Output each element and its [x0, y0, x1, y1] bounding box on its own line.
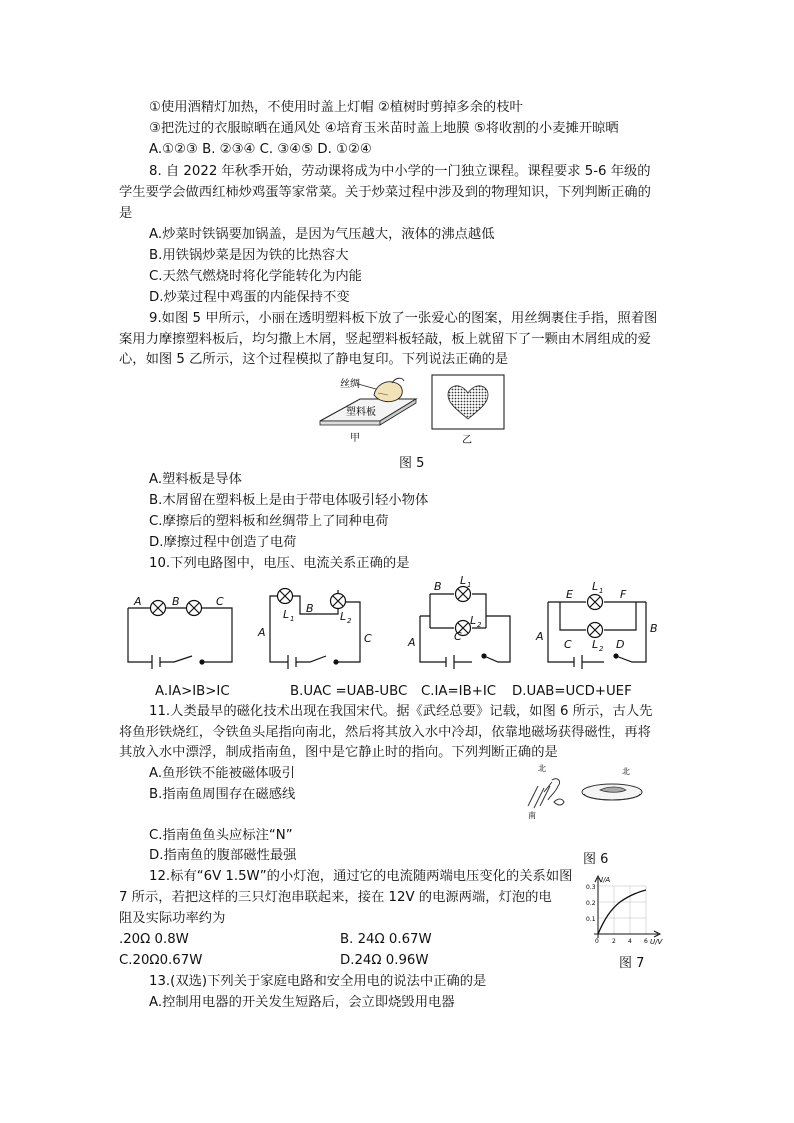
- svg-text:C: C: [364, 632, 372, 645]
- figure-6-north-label-right: 北: [622, 767, 630, 776]
- svg-text:L: L: [592, 638, 599, 651]
- circuit-a: [128, 601, 232, 670]
- figure-5-caption: 图 5: [399, 456, 425, 471]
- q8-option-c: C.天然气燃烧时将化学能转化为内能: [149, 269, 362, 284]
- figure-7-ytick: 0.3: [586, 884, 596, 891]
- q12-option-a: .20Ω 0.8W: [119, 932, 189, 947]
- svg-text:F: F: [620, 588, 627, 601]
- svg-text:A: A: [134, 595, 142, 608]
- q11-stem-line-2: 将鱼形铁烧红，令铁鱼头尾指向南北，然后将其放入水中冷却，依靠地磁场获得磁性，再将: [119, 725, 651, 740]
- figure-6-south-pointing-fish: [508, 762, 648, 820]
- q12-stem-line-3: 阻及实际功率约为: [119, 911, 226, 926]
- q9-stem-line-1: 9.如图 5 甲所示，小丽在透明塑料板下放了一张爱心的图案，用丝绸裹住手指，照着图: [149, 311, 658, 326]
- figure-5-label-yi: 乙: [462, 435, 472, 446]
- q8-option-d: D.炒菜过程中鸡蛋的内能保持不变: [149, 290, 350, 305]
- svg-text:L: L: [470, 614, 477, 627]
- svg-text:L: L: [460, 576, 467, 587]
- figure-7-xtick: 4: [628, 938, 632, 945]
- svg-text:1: 1: [599, 587, 604, 595]
- svg-text:B: B: [306, 602, 314, 615]
- figure-6-caption: 图 6: [583, 852, 609, 867]
- q12-option-b: B. 24Ω 0.67W: [340, 932, 432, 947]
- circuit-d: [548, 595, 646, 670]
- figure-6-north-label-left: 北: [538, 764, 546, 773]
- svg-text:L: L: [340, 610, 347, 623]
- q7-options: A.①②③ B. ②③④ C. ③④⑤ D. ①②④: [149, 142, 372, 157]
- q10-option-a: A.IA>IB>IC: [155, 684, 230, 699]
- figure-7-ytick: 0.1: [586, 916, 596, 923]
- q12-stem-line-2: 7 所示，若把这样的三只灯泡串联起来，接在 12V 的电源两端，灯泡的电: [119, 890, 552, 905]
- figure-7-ylabel: I/A: [601, 876, 611, 884]
- svg-text:B: B: [650, 622, 658, 635]
- q12-stem-line-1: 12.标有“6V 1.5W”的小灯泡，通过它的电流随两端电压变化的关系如图: [149, 869, 573, 884]
- q9-option-c: C.摩擦后的塑料板和丝绸带上了同种电荷: [149, 514, 389, 529]
- q13-stem: 13.(双选)下列关于家庭电路和安全用电的说法中正确的是: [149, 974, 487, 989]
- q9-stem-line-3: 心，如图 5 乙所示，这个过程模拟了静电复印。下列说法正确的是: [119, 352, 509, 367]
- svg-text:B: B: [172, 595, 180, 608]
- q13-option-a: A.控制用电器的开关发生短路后，会立即烧毁用电器: [149, 995, 455, 1010]
- q8-stem-line-3: 是: [119, 206, 133, 221]
- q9-stem-line-2: 案用力摩擦塑料板后，均匀撒上木屑，竖起塑料板轻敲，板上就留下了一颗由木屑组成的爱: [119, 332, 651, 347]
- svg-text:1: 1: [290, 615, 295, 623]
- q9-option-b: B.木屑留在塑料板上是由于带电体吸引轻小物体: [149, 493, 429, 508]
- q10-option-b: B.UAC =UAB-UBC: [290, 684, 408, 699]
- svg-text:C: C: [216, 595, 224, 608]
- svg-text:C: C: [454, 630, 462, 643]
- svg-text:L: L: [592, 580, 599, 593]
- figure-7-curve: [598, 890, 646, 934]
- figure-7-xtick: 0: [595, 938, 599, 945]
- svg-text:2: 2: [599, 645, 604, 653]
- figure-6-south-label: 南: [528, 811, 536, 820]
- svg-text:2: 2: [477, 621, 482, 629]
- svg-text:A: A: [258, 626, 266, 639]
- q8-stem-line-2: 学生要学会做西红柿炒鸡蛋等家常菜。关于炒菜过程中涉及到的物理知识，下列判断正确的: [119, 185, 651, 200]
- q7-statement-line-2: ③把洗过的衣服晾晒在通风处 ④培育玉米苗时盖上地膜 ⑤将收割的小麦摊开晾晒: [149, 121, 619, 136]
- svg-text:A: A: [536, 630, 544, 643]
- svg-text:L: L: [283, 608, 290, 621]
- figure-7-ytick: 0.2: [586, 900, 596, 907]
- q8-option-a: A.炒菜时铁锅要加锅盖，是因为气压越大，液体的沸点越低: [149, 227, 495, 242]
- figure-7-xlabel: U/V: [650, 938, 663, 946]
- figure-5-label-silk: 丝绸: [340, 379, 360, 390]
- svg-text:C: C: [564, 638, 572, 651]
- svg-text:D: D: [616, 638, 625, 651]
- figure-5-label-jia: 甲: [350, 433, 360, 444]
- svg-text:E: E: [566, 588, 573, 601]
- figure-5-label-board: 塑料板: [346, 407, 376, 418]
- q10-stem: 10.下列电路图中，电压、电流关系正确的是: [149, 556, 410, 571]
- figure-7-iu-graph: [586, 872, 670, 948]
- q11-option-b: B.指南鱼周围存在磁感线: [149, 787, 296, 802]
- q12-option-d: D.24Ω 0.96W: [340, 953, 429, 968]
- q8-option-b: B.用铁锅炒菜是因为铁的比热容大: [149, 248, 349, 263]
- q9-option-d: D.摩擦过程中创造了电荷: [149, 535, 297, 550]
- svg-text:1: 1: [467, 581, 472, 589]
- q10-option-c: C.IA=IB+IC: [421, 684, 497, 699]
- figure-6-heating-fish-icon: [528, 779, 564, 808]
- figure-7-xtick: 6: [644, 938, 648, 945]
- q10-circuit-diagrams: [120, 576, 666, 672]
- q11-option-a: A.鱼形铁不能被磁体吸引: [149, 766, 296, 781]
- q7-statement-line-1: ①使用酒精灯加热，不使用时盖上灯帽 ②植树时剪掉多余的枝叶: [149, 100, 523, 115]
- q11-option-d: D.指南鱼的腹部磁性最强: [149, 848, 297, 863]
- circuit-c: [420, 587, 510, 670]
- figure-5-static-copy: [316, 373, 516, 447]
- q10-option-d: D.UAB=UCD+UEF: [512, 684, 632, 699]
- q11-stem-line-3: 其放入水中漂浮，制成指南鱼，图中是它静止时的指向。下列判断正确的是: [119, 745, 558, 760]
- svg-text:2: 2: [347, 617, 352, 625]
- q11-stem-line-1: 11.人类最早的磁化技术出现在我国宋代。据《武经总要》记载，如图 6 所示，古人先: [149, 704, 653, 719]
- svg-text:B: B: [434, 580, 442, 593]
- circuit-b: [270, 589, 360, 670]
- figure-7-xtick: 2: [612, 938, 616, 945]
- q8-stem-line-1: 8. 自 2022 年秋季开始，劳动课将成为中小学的一门独立课程。课程要求 5-6 年级的: [149, 164, 651, 179]
- svg-text:A: A: [408, 636, 416, 649]
- q11-option-c: C.指南鱼鱼头应标注“N”: [149, 828, 293, 843]
- figure-7-caption: 图 7: [619, 956, 645, 971]
- figure-5-silk-hand-icon: [374, 378, 404, 401]
- q9-option-a: A.塑料板是导体: [149, 472, 242, 487]
- q12-option-c: C.20Ω0.67W: [119, 953, 203, 968]
